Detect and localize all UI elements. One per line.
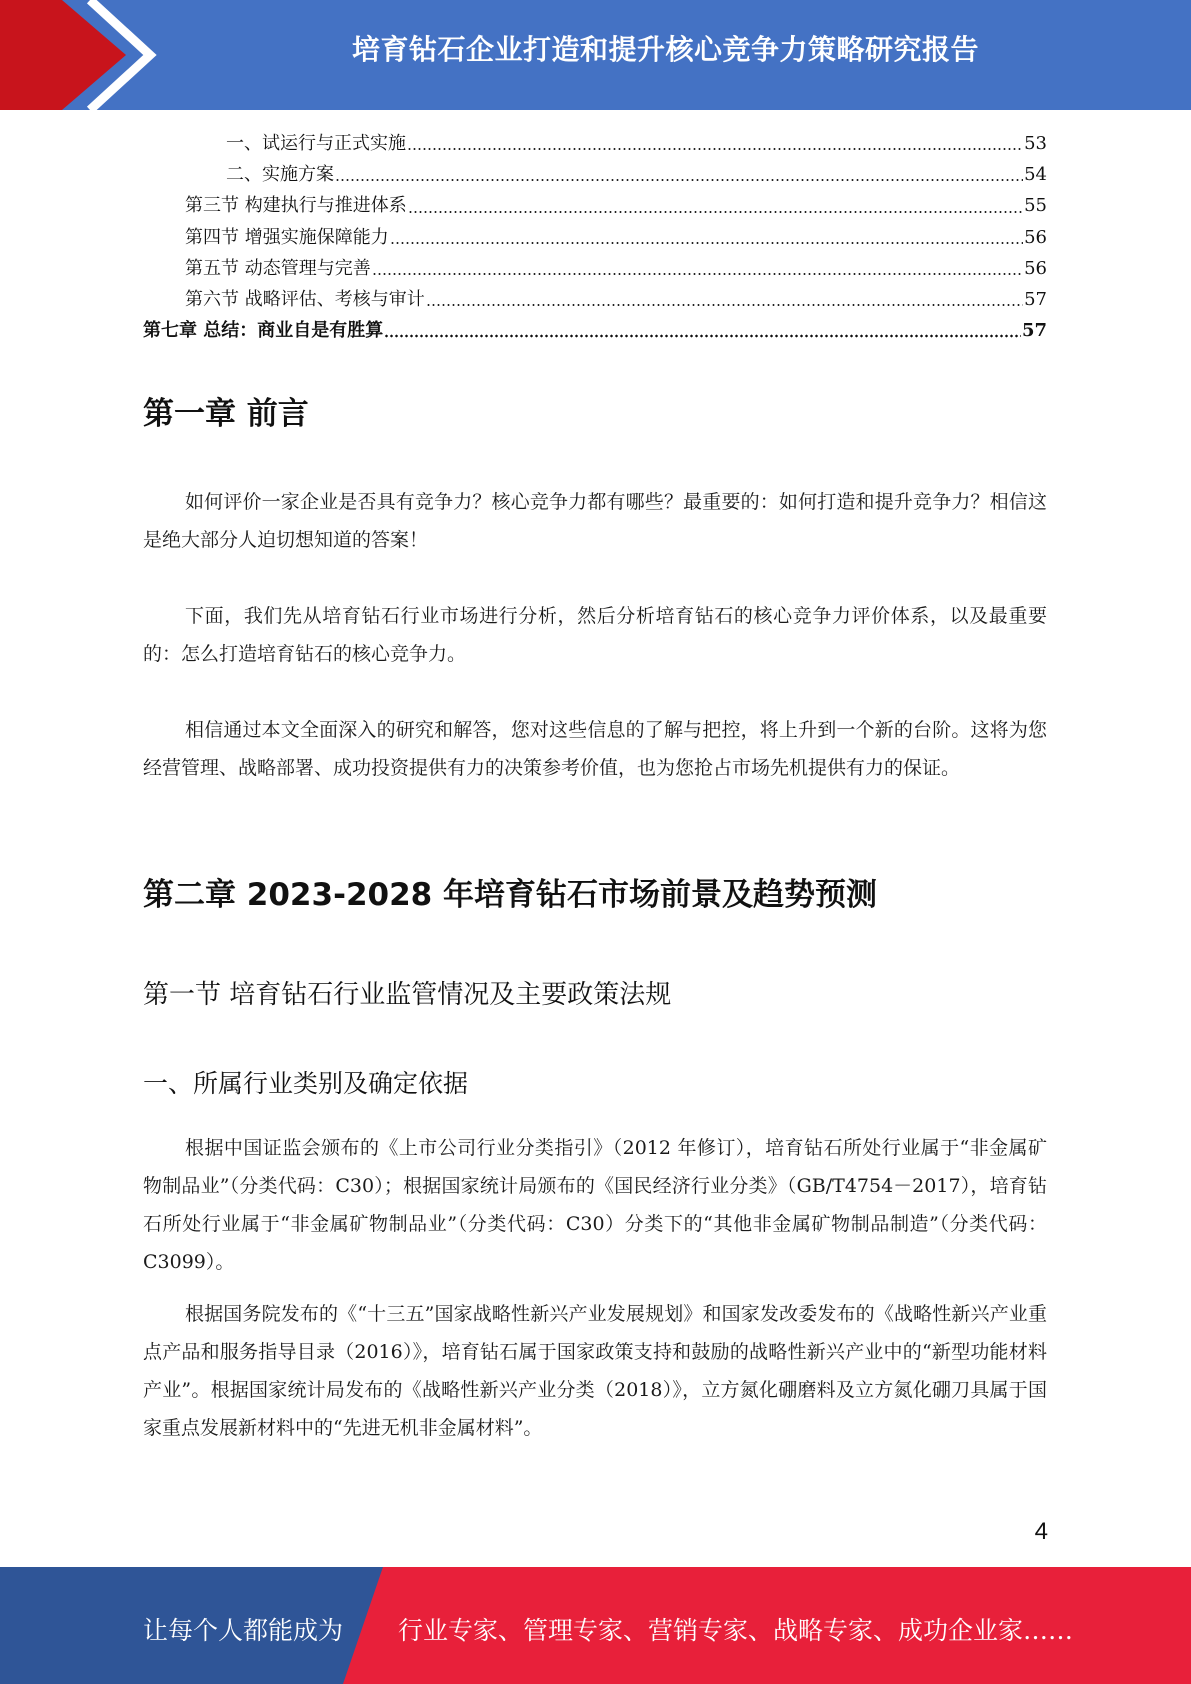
- header-arrow-decoration: [0, 0, 160, 110]
- paragraph: 下面，我们先从培育钻石行业市场进行分析，然后分析培育钻石的核心竞争力评价体系，以及最重要的：怎么打造培育钻石的核心竞争力。: [143, 605, 1047, 665]
- toc-entry-chapter[interactable]: [143, 315, 1047, 346]
- section-1-heading: 第一节 培育钻石行业监管情况及主要政策法规: [143, 980, 672, 1010]
- footer-slogan-right: 行业专家、管理专家、营销专家、战略专家、成功企业家……: [398, 1616, 1074, 1645]
- chapter-2-heading: 第二章 2023-2028 年培育钻石市场前景及趋势预测: [143, 877, 878, 913]
- chapter-1-heading: 第一章 前言: [143, 396, 309, 432]
- page-number: 4: [1034, 1518, 1048, 1545]
- paragraph: 相信通过本文全面深入的研究和解答，您对这些信息的了解与把控，将上升到一个新的台阶。这将为您经营管理、战略部署、成功投资提供有力的决策参考价值，也为您抢占市场先机提供有力的保证。: [143, 719, 1047, 779]
- toc-entry-page: 57: [1024, 288, 1047, 310]
- toc-leader-dots: [426, 297, 1023, 307]
- toc-entry-label: 第五节 动态管理与完善: [185, 257, 371, 279]
- toc-entry[interactable]: [143, 159, 1047, 190]
- toc-entry-page: 57: [1021, 320, 1047, 342]
- toc-entry-label: 二、实施方案: [226, 164, 334, 186]
- toc-entry-label: 第六节 战略评估、考核与审计: [185, 288, 425, 310]
- toc-leader-dots: [372, 266, 1023, 276]
- page-footer: [0, 1567, 1191, 1684]
- toc-entry-page: 53: [1024, 133, 1047, 154]
- toc-leader-dots: [335, 172, 1023, 182]
- toc-entry-page: 56: [1024, 257, 1047, 279]
- toc-leader-dots: [384, 328, 1021, 338]
- toc-entry-page: 55: [1024, 195, 1047, 217]
- subsection-1-heading: 一、所属行业类别及确定依据: [143, 1069, 469, 1098]
- paragraph: 根据国务院发布的《“十三五”国家战略性新兴产业发展规划》和国家发改委发布的《战略性新兴产业重点产品和服务指导目录（2016）》，培育钻石属于国家政策支持和鼓励的战略性新兴产业中的“新型功能材料产业”。根据国家统计局发布的《战略性新兴产业分类（2018）》，立方氮化硼磨料及立方氮化硼刀具属于国家重点发展新材料中的“先进无机非金属材料”。: [143, 1303, 1047, 1439]
- paragraph: 如何评价一家企业是否具有竞争力？核心竞争力都有哪些？最重要的：如何打造和提升竞争力？相信这是绝大部分人迫切想知道的答案！: [143, 491, 1047, 551]
- header-title: 培育钻石企业打造和提升核心竞争力策略研究报告: [351, 33, 979, 66]
- toc-leader-dots: [407, 141, 1023, 151]
- toc-entry-label: 一、试运行与正式实施: [226, 133, 406, 154]
- page-header: [0, 0, 1191, 110]
- toc-entry-label: 第七章 总结：商业自是有胜算: [143, 320, 384, 342]
- toc-entry[interactable]: [143, 128, 1047, 159]
- toc-leader-dots: [390, 235, 1023, 245]
- paragraph: 根据中国证监会颁布的《上市公司行业分类指引》（2012 年修订），培育钻石所处行业属于“非金属矿物制品业”（分类代码：C30）；根据国家统计局颁布的《国民经济行业分类》（GB/T4754－2017），培育钻石所处行业属于“非金属矿物制品业”（分类代码：C30）分类下的“其他非金属矿物制品制造”（分类代码：C3099）。: [143, 1137, 1047, 1273]
- toc-entry-label: 第三节 构建执行与推进体系: [185, 195, 407, 217]
- toc-entry[interactable]: [143, 190, 1047, 221]
- toc-entry-page: 54: [1024, 164, 1047, 186]
- footer-slogan-left: 让每个人都能成为: [143, 1616, 344, 1645]
- toc-leader-dots: [408, 204, 1023, 214]
- toc-entry-label: 第四节 增强实施保障能力: [185, 226, 389, 248]
- toc-entry-page: 56: [1024, 226, 1047, 248]
- toc-entry[interactable]: [143, 284, 1047, 315]
- table-of-contents: [143, 128, 1047, 346]
- toc-entry[interactable]: [143, 253, 1047, 284]
- toc-entry[interactable]: [143, 222, 1047, 253]
